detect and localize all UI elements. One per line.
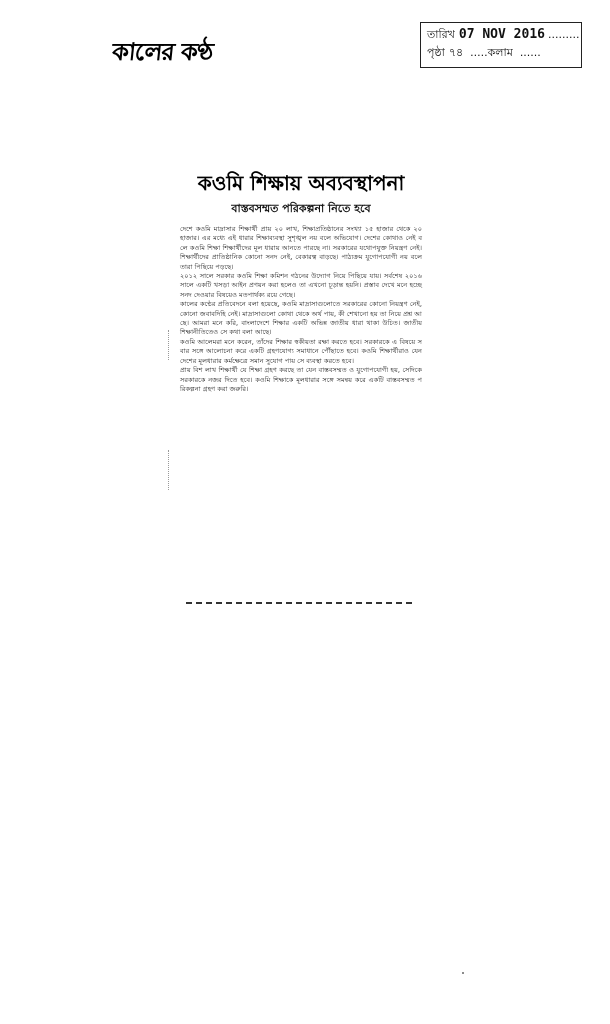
margin-mark [168, 450, 171, 490]
article-clipping [180, 170, 422, 394]
article-paragraph: কওমি আলেমরা মনে করেন, তাঁদের শিক্ষার স্বকীয়তা রক্ষা করতে হবে। সরকারকে এ বিষয়ে সবার সঙ্গে আলোচনা করে একটি গ্রহণযোগ্য সমাধানে পৌঁছাতে হবে। কওমি শিক্ষার্থীরাও যেন দেশের মূলধারার কর্মক্ষেত্রে সমান সুযোগ পায় সে ব্যবস্থা করতে হবে। [180, 337, 422, 365]
stamp-page-value: ৭৪ [448, 46, 464, 59]
margin-mark [168, 330, 171, 360]
stamp-date-label: তারিখ [427, 28, 455, 41]
article-body [180, 225, 422, 394]
article-headline: কওমি শিক্ষায় অব্যবস্থাপনা [197, 171, 405, 195]
stamp-date-row: তারিখ 07 NOV 2016 ......... [427, 27, 580, 42]
stamp-page-label: পৃষ্ঠা [427, 46, 445, 59]
article-paragraph: কালের কণ্ঠের প্রতিবেদনে বলা হয়েছে, কওমি মাদ্রাসাগুলোতে সরকারের কোনো নিয়ন্ত্রণ নেই, কোনো জবাবদিহি নেই। মাদ্রাসাগুলো কোথা থেকে অর্থ পায়, কী শেখানো হয় তা নিয়ে প্রশ্ন আছে। আমরা মনে করি, বাংলাদেশে শিক্ষার একটি অভিন্ন জাতীয় ধারা থাকা উচিত। জাতীয় শিক্ষানীতিতেও সে কথা বলা আছে। [180, 300, 422, 337]
stamp-page-row: পৃষ্ঠা ৭৪ ..... কলাম ...... [427, 44, 575, 62]
article-paragraph: প্রায় বিশ লাখ শিক্ষার্থী যে শিক্ষা গ্রহণ করছে তা যেন বাস্তবসম্মত ও যুগোপযোগী হয়, সেদিকে সরকারকে নজর দিতে হবে। কওমি শিক্ষাকে মূলধারার সঙ্গে সমন্বয় করে একটি বাস্তবসম্মত পরিকল্পনা গ্রহণ করা জরুরি। [180, 366, 422, 393]
article-end-rule [186, 602, 412, 604]
article-paragraph: ২০১২ সালে সরকার কওমি শিক্ষা কমিশন গঠনের উদ্যোগ নিয়ে পিছিয়ে যায়। সর্বশেষ ২০১৬ সালে একটি খসড়া আইন প্রণয়ন করা হলেও তা এখনো চূড়ান্ত হয়নি। প্রস্তাব দেখে মনে হচ্ছে সনদ দেওয়ার বিষয়েও মতপার্থক্য রয়ে গেছে। [180, 272, 422, 299]
article-subhead: বাস্তবসম্মত পরিকল্পনা নিতে হবে [231, 202, 371, 215]
stamp-column-label: কলাম [487, 46, 513, 59]
stamp-date-value: 07 NOV 2016 [458, 27, 545, 42]
newspaper-masthead: কালের কণ্ঠ [110, 38, 214, 66]
scan-speck [462, 972, 464, 974]
article-paragraph: দেশে কওমি মাদ্রাসার শিক্ষার্থী প্রায় ২০ লাখ, শিক্ষাপ্রতিষ্ঠানের সংখ্যা ১৫ হাজার থেকে ২০ হাজার। এর মধ্যে এই ধারার শিক্ষাব্যবস্থা সুশৃঙ্খল নয় বলে অভিযোগ। দেশের কোথাও নেই বলে কওমি শিক্ষা শিক্ষার্থীদের মূল ধারায় আনতে পারছে না। সরকারের যথোপযুক্ত নিয়ন্ত্রণ নেই। শিক্ষার্থীদের প্রাতিষ্ঠানিক কোনো সনদ নেই, বেকারত্ব বাড়ছে। পাঠ্যক্রম যুগোপযোগী নয় বলে তারা পিছিয়ে পড়ছে। [180, 225, 422, 271]
archive-stamp [420, 22, 582, 68]
